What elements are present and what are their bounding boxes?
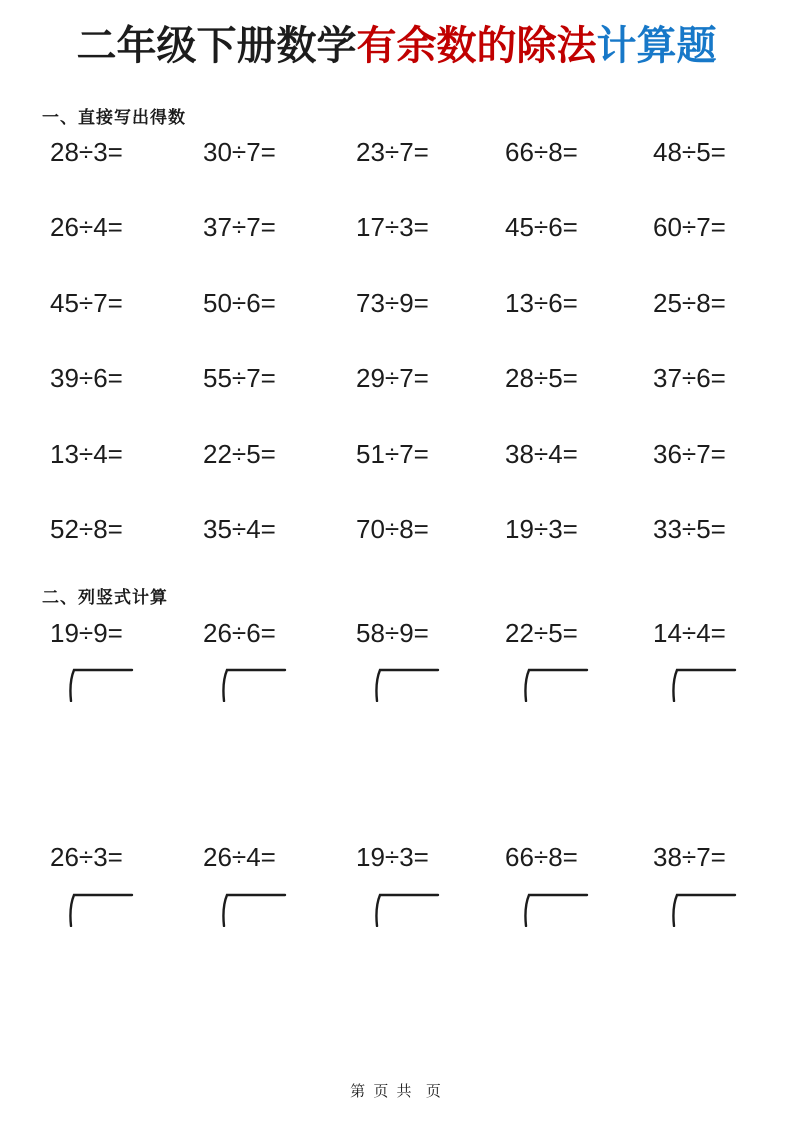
- division-problem: 58÷9=: [356, 618, 429, 648]
- division-problem: 33÷5=: [653, 513, 726, 544]
- division-problem: 23÷7=: [356, 137, 429, 167]
- long-division-bracket-icon: [62, 893, 134, 927]
- division-problem: 22÷5=: [505, 618, 578, 648]
- division-problem: 48÷5=: [653, 137, 726, 167]
- division-problem: 38÷4=: [505, 438, 578, 469]
- division-problem: 25÷8=: [653, 287, 726, 318]
- division-problem: 35÷4=: [203, 513, 276, 544]
- page-footer: 第 页 共 页: [350, 1083, 443, 1100]
- division-problem: 66÷8=: [505, 842, 578, 872]
- division-problem: 60÷7=: [653, 212, 726, 243]
- division-problem: 13÷6=: [505, 287, 578, 318]
- title-part-blue: 计算题: [596, 24, 717, 68]
- division-problem: 22÷5=: [203, 438, 276, 469]
- division-problem: 66÷8=: [505, 137, 578, 167]
- division-problem: 38÷7=: [653, 842, 726, 872]
- long-division-bracket-icon: [517, 893, 589, 927]
- division-problem: 36÷7=: [653, 438, 726, 469]
- division-problem: 26÷4=: [203, 842, 276, 872]
- page-title: [0, 22, 793, 70]
- long-division-bracket-icon: [665, 668, 737, 702]
- division-problem: 28÷5=: [505, 363, 578, 394]
- division-problem: 13÷4=: [50, 438, 123, 469]
- long-division-bracket-icon: [368, 893, 440, 927]
- long-division-bracket-icon: [517, 668, 589, 702]
- section1-heading: 一、直接写出得数: [42, 108, 186, 127]
- division-problem: 70÷8=: [356, 513, 429, 544]
- division-problem: 30÷7=: [203, 137, 276, 167]
- division-problem: 26÷3=: [50, 842, 123, 872]
- long-division-bracket-row-1: [50, 668, 773, 702]
- long-division-bracket-icon: [215, 893, 287, 927]
- section2-heading: 二、列竖式计算: [42, 588, 168, 607]
- division-problem: 52÷8=: [50, 513, 123, 544]
- division-problem: 55÷7=: [203, 363, 276, 394]
- long-division-bracket-icon: [62, 668, 134, 702]
- section2-problem-row-2: [50, 843, 773, 871]
- division-problem: 26÷4=: [50, 212, 123, 243]
- division-problem: 37÷7=: [203, 212, 276, 243]
- division-problem: 14÷4=: [653, 618, 726, 648]
- division-problem: 19÷9=: [50, 618, 123, 648]
- division-problem: 45÷7=: [50, 287, 123, 318]
- division-problem: 73÷9=: [356, 287, 429, 318]
- division-problem: 19÷3=: [356, 842, 429, 872]
- division-problem: 50÷6=: [203, 287, 276, 318]
- division-problem: 37÷6=: [653, 363, 726, 394]
- division-problem: 45÷6=: [505, 212, 578, 243]
- division-problem: 26÷6=: [203, 618, 276, 648]
- section1-problem-grid: [50, 138, 773, 590]
- division-problem: 17÷3=: [356, 212, 429, 243]
- long-division-bracket-icon: [368, 668, 440, 702]
- long-division-bracket-icon: [215, 668, 287, 702]
- title-part-black: 二年级下册数学: [76, 24, 357, 68]
- long-division-bracket-row-2: [50, 893, 773, 927]
- division-problem: 28÷3=: [50, 137, 123, 167]
- division-problem: 19÷3=: [505, 513, 578, 544]
- section2-problem-row-1: [50, 619, 773, 647]
- division-problem: 39÷6=: [50, 363, 123, 394]
- division-problem: 51÷7=: [356, 438, 429, 469]
- title-part-red: 有余数的除法: [356, 24, 597, 68]
- division-problem: 29÷7=: [356, 363, 429, 394]
- long-division-bracket-icon: [665, 893, 737, 927]
